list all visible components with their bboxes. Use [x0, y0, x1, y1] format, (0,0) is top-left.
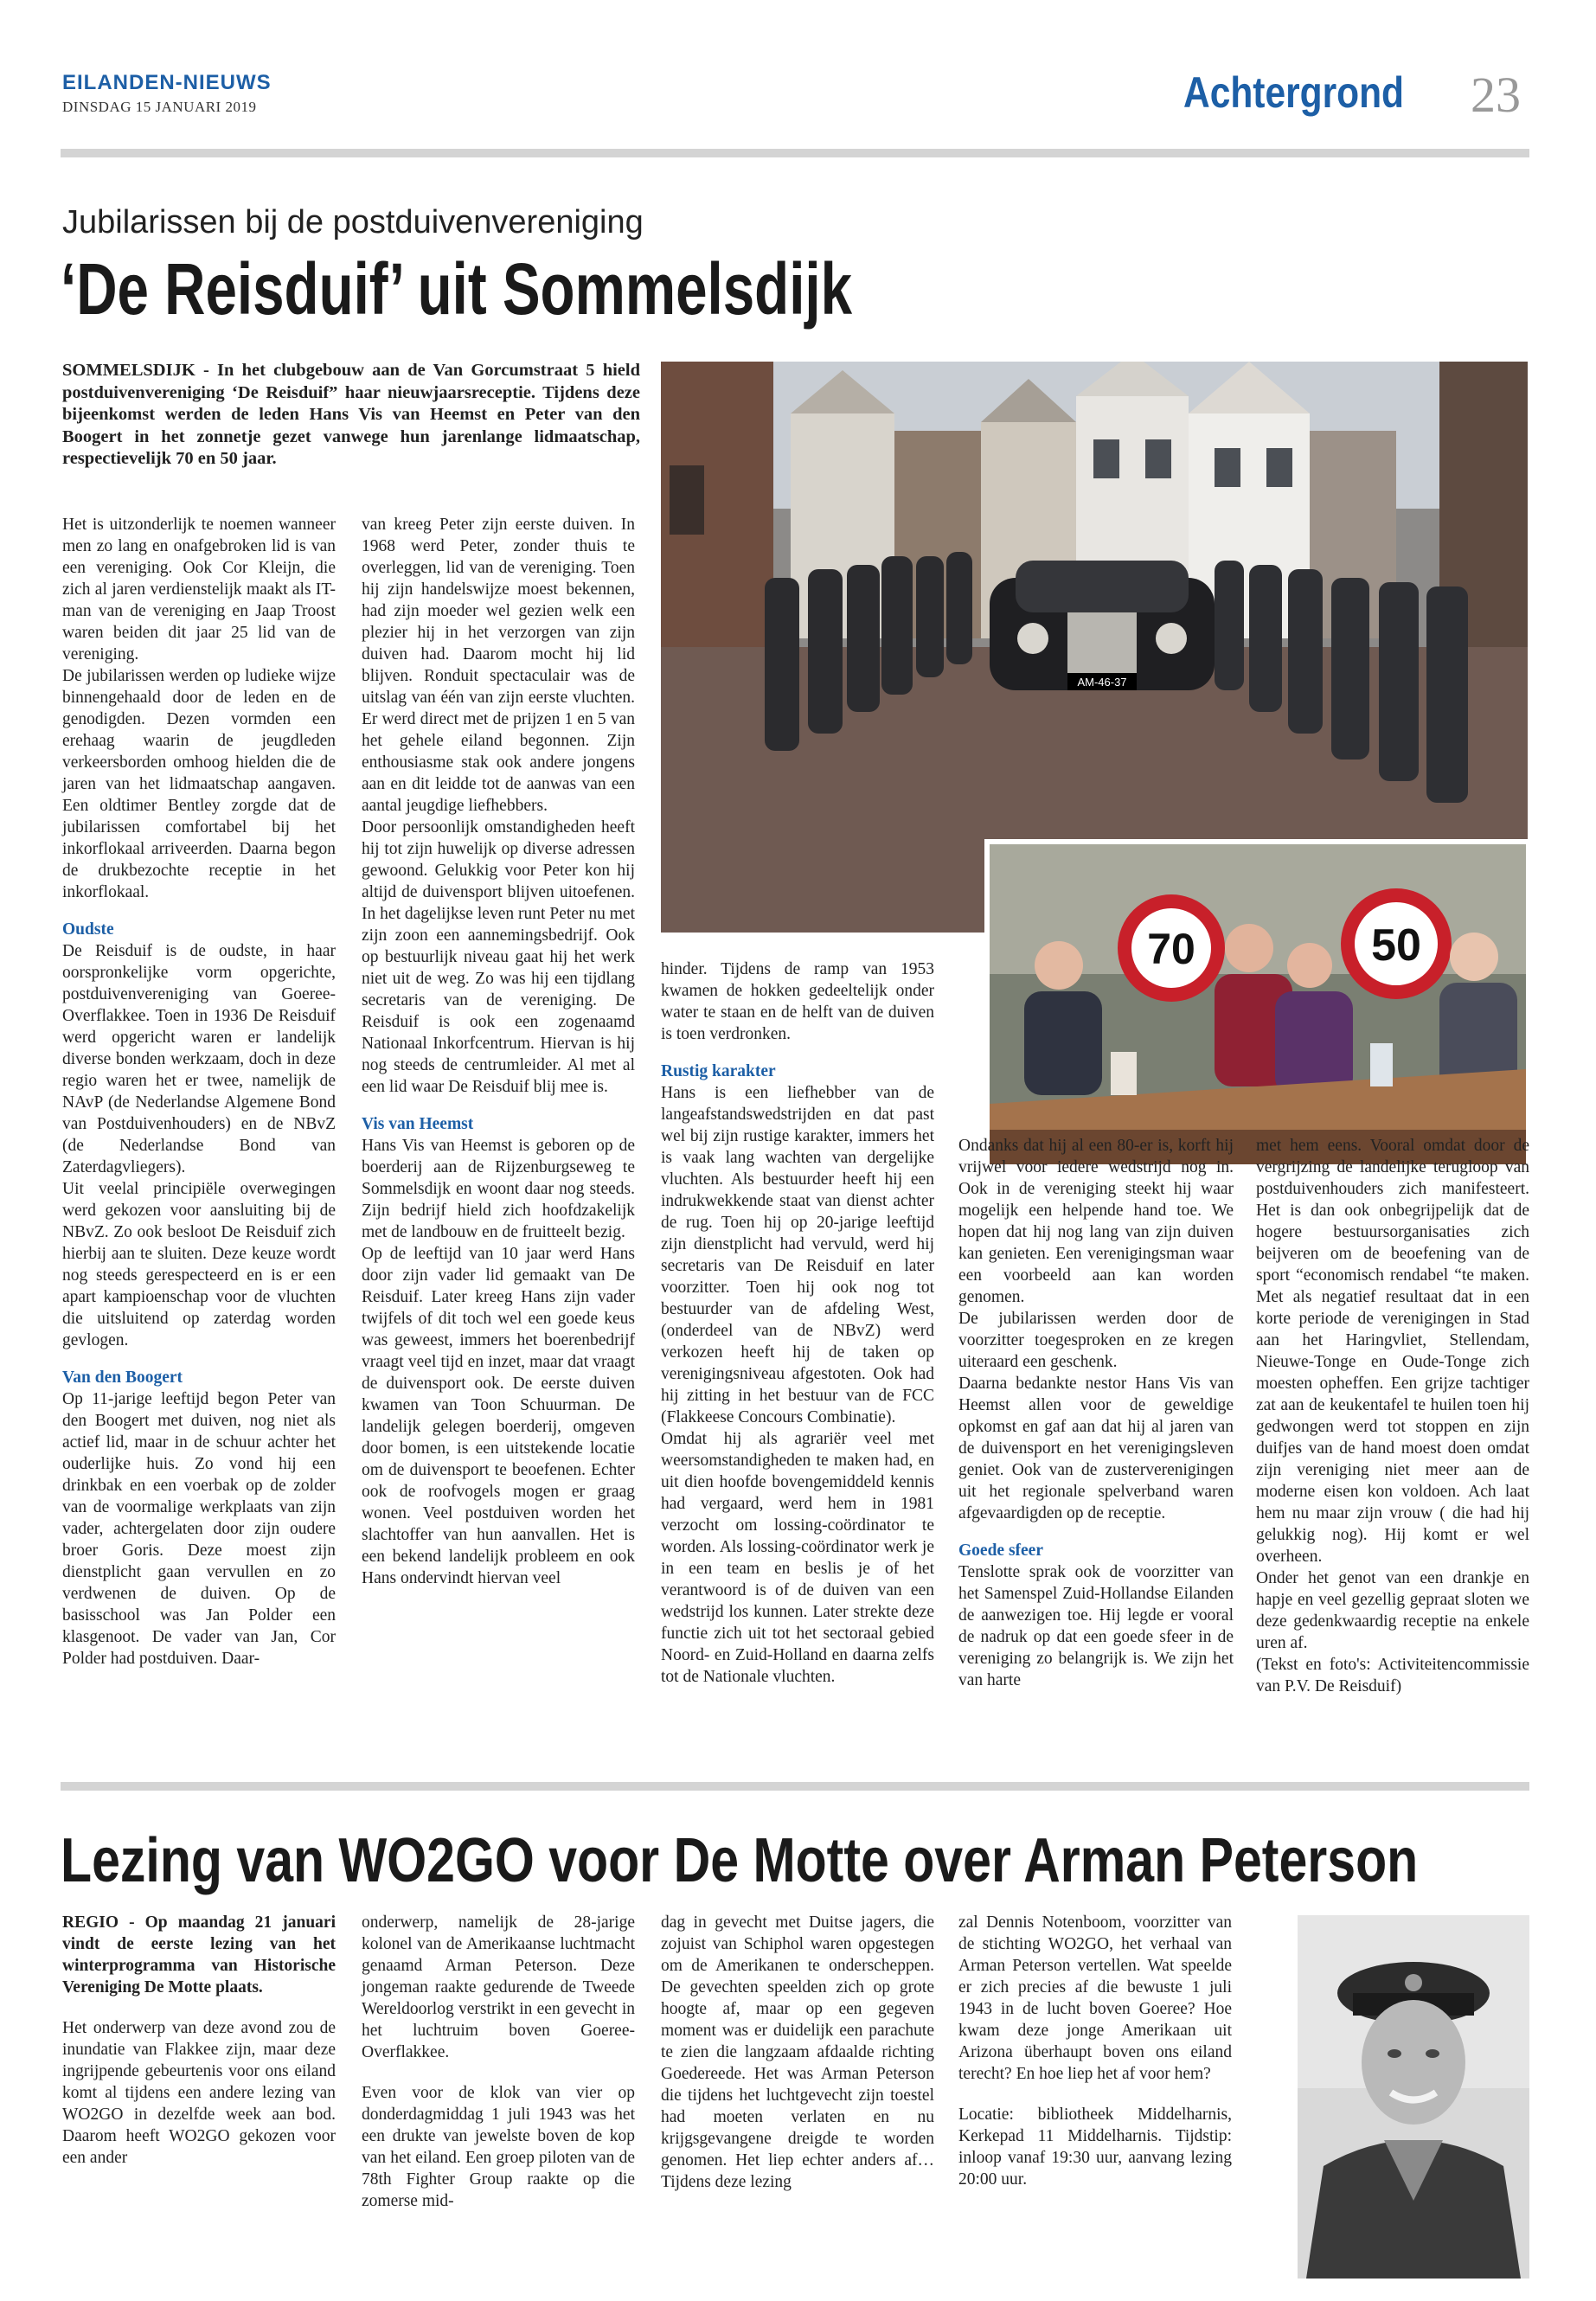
paragraph: Even voor de klok van vier op donderdagmiddag 1 juli 1943 was het een drukte van jewelste boven de kop van het eiland. Een groep piloten van de 78th Fighter Group raakte op die zomerse mid-: [362, 2084, 635, 2210]
subheading-vis-van-heemst: Vis van Heemst: [362, 1115, 474, 1133]
article1-column-2: [362, 514, 635, 1589]
article2-column-4: [958, 1912, 1232, 2190]
paragraph: Uit veelal principiële overwegingen werd gekozen voor aansluiting bij de NBvZ. Zo ook besloot De Reisduif zich hierbij aan te sluiten. Deze keuze wordt nog steeds gerespecteerd en is er een apart kampioenschap voor de vluchten die uitsluitend op zaterdag worden gevlogen.: [62, 1180, 336, 1349]
paragraph: Door persoonlijk omstandigheden heeft hij tot zijn huwelijk op diverse adressen gewoond. Gelukkig voor Peter kon hij altijd de duivensport blijven uitoefenen. In het dagelijkse leven runt Peter nu met zijn zoon een aannemingsbedrijf. Ook op bestuurlijk niveau gaat hij het werk niet uit de weg. Zo was hij een tijdlang secretaris van de vereniging. De Reisduif is ook een zogenaamd Nationaal Inkorfcentrum. Hiervan is hij nog steeds de centrumleider. Al met al een lid waar De Reisduif blij mee is.: [362, 818, 635, 1096]
article2-column-3: [661, 1912, 934, 2193]
article-divider: [61, 1782, 1529, 1791]
license-plate: AM-46-37: [1077, 676, 1127, 689]
paragraph: Hans Vis van Heemst is geboren op de boerderij aan de Rijzenburgseweg te Sommelsdijk en woont daar nog steeds. Zijn bedrijf hield zich hoofdzakelijk met de landbouw en de fruitteelt bezig.: [362, 1137, 635, 1241]
article1-column-1: [62, 514, 336, 1670]
issue-date: DINSDAG 15 JANUARI 2019: [62, 99, 257, 115]
paragraph: Op de leeftijd van 10 jaar werd Hans door zijn vader lid gemaakt van De Reisduif. Later kreeg Hans zijn vader twijfels of dit toch wel een goede keus was geweest, immers het boerenbedrijf vraagt veel tijd en inzet, maar dat vraagt de duivensport ook. De eerste duiven kwamen van Toon Schuurman. De landelijk gelegen boerderij, omgeven door bomen, is een uitstekende locatie om de duivensport te beoefenen. Echter ook de roofvogels mogen er graag wonen. Veel postduiven worden het slachtoffer van hun aanvallen. Het is een bekend landelijk probleem en ook Hans ondervindt hiervan veel: [362, 1245, 635, 1587]
paragraph: van kreeg Peter zijn eerste duiven. In 1968 werd Peter, zonder thuis te overleggen, lid van de vereniging. Toen hij zijn handelswijze moest bekennen, had zijn moeder wel gezien welk een plezier hij in het verzorgen van zijn duiven had. Daarom mocht hij lid blijven. Ronduit spectaculair was de uitslag van één van zijn eerste vluchten. Er werd direct met de prijzen 1 en 5 van het gehele eiland begonnen. Zijn enthousiasme stak ook andere jongens aan en dit leidde tot de aanwas van een aantal jeugdige liefhebbers.: [362, 516, 635, 815]
sign-50: 50: [1371, 920, 1421, 971]
paragraph: Het is uitzonderlijk te noemen wanneer men zo lang en onafgebroken lid is van een vereniging. Ook Cor Kleijn, die zich al jaren verdienstelijk maakt als IT-man van de vereniging en Jaap Troost waren beiden dit jaar 25 lid van de vereniging.: [62, 516, 336, 663]
top-divider: [61, 149, 1529, 157]
paragraph: De jubilarissen werden op ludieke wijze binnengehaald door de leden en de genodigden. Dezen vormden een erehaag waarin de jeugdleden verkeersborden omhoog hielden die de jaren van het lidmaatschap aangaven. Een oldtimer Bentley zorgde dat de jubilarissen comfortabel bij het inkorflokaal arriveerden. Daarna begon de drukbezochte receptie in het inkorflokaal.: [62, 667, 336, 901]
newspaper-logo: EILANDEN-NIEUWS: [62, 71, 272, 94]
subheading-van-den-boogert: Van den Boogert: [62, 1368, 183, 1387]
paragraph: zal Dennis Notenboom, voorzitter van de stichting WO2GO, het verhaal van Arman Peterson vertellen. Wat speelde er zich precies af die bewuste 1 juli 1943 in de lucht boven Goeree? Hoe kwam deze jonge Amerikaan uit Arizona überhaupt boven ons eiland terecht? En hoe liep het af voor hem?: [958, 1913, 1232, 2083]
paragraph: Het onderwerp van deze avond zou de inundatie van Flakkee zijn, maar deze ingrijpende gebeurtenis voor ons eiland komt al tijdens een andere lezing van WO2GO in dezelfde week aan bod. Daarom heeft WO2GO gekozen voor een ander: [62, 2019, 336, 2167]
paragraph: De Reisduif is de oudste, in haar oorspronkelijke vorm opgerichte, postduivenvereniging van Goeree-Overflakkee. Toen in 1936 De Reisduif werd opgericht waren er landelijk diverse bonden werkzaam, doch in deze regio waren het er twee, namelijk de NAvP (de Nederlandse Algemene Bond van Postduivenhouders) en de NBvZ (de Nederlandse Bond van Zaterdagvliegers).: [62, 942, 336, 1176]
photo-credit: (Tekst en foto's: Activiteitencommissie van P.V. De Reisduif): [1256, 1656, 1529, 1695]
article2-column-2: [362, 1912, 635, 2212]
article1-column-4: [958, 1135, 1234, 1691]
article1-column-3: [661, 958, 934, 1688]
paragraph: hinder. Tijdens de ramp van 1953 kwamen de hokken gedeeltelijk onder water te staan en de helft van de duiven is toen verdronken.: [661, 960, 934, 1043]
subheading-goede-sfeer: Goede sfeer: [958, 1541, 1043, 1560]
paragraph: onderwerp, namelijk de 28-jarige kolonel van de Amerikaanse luchtmacht genaamd Arman Peterson. Deze jongeman raakte gedurende de Tweede Wereldoorlog verstrikt in een gevecht in het luchtruim boven Goeree-Overflakkee.: [362, 1913, 635, 2061]
paragraph: met hem eens. Vooral omdat door de vergrijzing de landelijke terugloop van postduivenhouders zich manifesteert. Het is dan ook onbegrijpelijk dat de hogere bestuursorganisaties zich beijveren om de beoefening van de sport “economisch rendabel “te maken. Met als negatief resultaat dat in een korte periode de verenigingen in Stad aan het Haringvliet, Stellendam, Nieuwe-Tonge en Oude-Tonge zich moesten opheffen. Een grijze tachtiger zat aan de keukentafel te huilen toen hij gedwongen werd tot stoppen en zijn duifjes van de hand moest doen omdat zijn vereniging niet meer aan de moderne eisen kon voldoen. Ach laat hem nu maar zijn vrouw ( die had hij gelukkig nog). Hij komt er wel overheen.: [1256, 1137, 1529, 1566]
section-title: Achtergrond: [1183, 68, 1404, 117]
reception-scene-illustration: [990, 844, 1526, 1164]
paragraph: De jubilarissen werden door de voorzitter toegesproken en ze kregen uiteraard een geschenk.: [958, 1310, 1234, 1371]
article1-lead: SOMMELSDIJK - In het clubgebouw aan de Van Gorcumstraat 5 hield postduivenvereniging ‘De Reisduif” haar nieuwjaarsreceptie. Tijdens deze bijeenkomst werden de leden Hans Vis van Heemst en Peter van den Boogert in het zonnetje gezet vanwege hun jarenlange lidmaatschap, respectievelijk 70 en 50 jaar.: [62, 361, 640, 468]
paragraph: Tenslotte sprak ook de voorzitter van het Samenspel Zuid-Hollandse Eilanden de aanwezigen toe. Hij legde er vooral de nadruk op dat een goede sfeer in de vereniging zo belangrijk is. We zijn het van harte: [958, 1563, 1234, 1689]
paragraph: dag in gevecht met Duitse jagers, die zojuist van Schiphol waren opgestegen om de Amerikanen te onderscheppen. De gevechten speelden zich op grote hoogte af, maar op een gegeven moment was er duidelijk een parachute te zien die langzaam afdaalde richting Goedereede. Het was Arman Peterson die tijdens het luchtgevecht zijn toestel had moeten verlaten en nu krijgsgevangene dreigde te worden genomen. Het liep echter anders af…Tijdens deze lezing: [661, 1913, 934, 2191]
pilot-portrait-photo: [1298, 1915, 1529, 2279]
subheading-oudste: Oudste: [62, 920, 114, 939]
article1-headline: ‘De Reisduif’ uit Sommelsdijk: [61, 248, 853, 330]
sign-70: 70: [1147, 925, 1195, 973]
page-number: 23: [1471, 67, 1521, 123]
article1-kicker: Jubilarissen bij de postduivenvereniging: [62, 204, 644, 240]
article1-column-5: [1256, 1135, 1529, 1697]
reception-photo: [984, 839, 1531, 1170]
paragraph: Onder het genot van een drankje en hapje en veel gezellig gepraat sloten we deze gedenkwaardig receptie na enkele uren af.: [1256, 1569, 1529, 1652]
paragraph: Ondanks dat hij al een 80-er is, korft hij vrijwel voor iedere wedstrijd nog in. Ook in de vereniging steekt hij waar mogelijk een helpende hand toe. We hopen dat hij nog lang van zijn duiven kan genieten. Een verenigingsman waar een voorbeeld aan kan worden genomen.: [958, 1137, 1234, 1306]
paragraph: Omdat hij als agrariër veel met weersomstandigheden te maken had, en uit dien hoofde bovengemiddeld kennis had vergaard, werd hem in 1981 verzocht om lossing-coördinator te worden. Als lossing-coördinator werk je in een team en beslis je of het verantwoord is of de duiven van een wedstrijd los kunnen. Later strekte deze functie zich uit tot het sectoraal gebied Noord- en Zuid-Holland en daarna zelfs tot de Nationale vluchten.: [661, 1430, 934, 1686]
subheading-rustig-karakter: Rustig karakter: [661, 1062, 776, 1080]
article2-column-1: [62, 1912, 336, 2169]
paragraph: Hans is een liefhebber van de langeafstandswedstrijden en dat past wel bij zijn rustige karakter, immers het is vaak lang wachten van dergelijke vluchten. Als bestuurder heeft hij een indrukwekkende staat van dienst achter de rug. Toen hij op 20-jarige leeftijd zijn dienstplicht had vervuld, werd hij secretaris van De Reisduif en later voorzitter. Toen hij ook nog tot bestuurder van de afdeling West,(onderdeel van de NBvZ) werd verkozen heeft hij de taken op verenigingsniveau afgestoten. Ook had hij zitting in het bestuur van de FCC (Flakkeese Concours Combinatie).: [661, 1084, 934, 1426]
paragraph: Daarna bedankte nestor Hans Vis van Heemst allen voor de geweldige opkomst en gaf aan dat hij al jaren van de duivensport en het verenigingsleven geniet. Ook van de zusterverenigingen uit het regionale spelverband waren afgevaardigden op de receptie.: [958, 1375, 1234, 1522]
paragraph: Locatie: bibliotheek Middelharnis, Kerkepad 11 Middelharnis. Tijdstip: inloop vanaf 19:30 uur, aanvang lezing 20:00 uur.: [958, 2106, 1232, 2189]
pilot-portrait-illustration: [1298, 1915, 1529, 2279]
paragraph: Op 11-jarige leeftijd begon Peter van den Boogert met duiven, nog niet als actief lid, maar in de schuur achter het ouderlijke huis. Zo vond hij een drinkbak en een voerbak op de zolder van de voormalige werkplaats van zijn vader, achtergelaten door zijn oudere broer Goris. Deze moest zijn dienstplicht gaan vervullen en zo verdwenen de duiven. Op de basisschool was Jan Polder een klasgenoot. De vader van Jan, Cor Polder had postduiven. Daar-: [62, 1390, 336, 1668]
article2-lead: REGIO - Op maandag 21 januari vindt de eerste lezing van het winterprogramma van Historische Vereniging De Motte plaats.: [62, 1913, 336, 1997]
article2-headline: Lezing van WO2GO voor De Motte over Arman Peterson: [61, 1826, 1419, 1895]
